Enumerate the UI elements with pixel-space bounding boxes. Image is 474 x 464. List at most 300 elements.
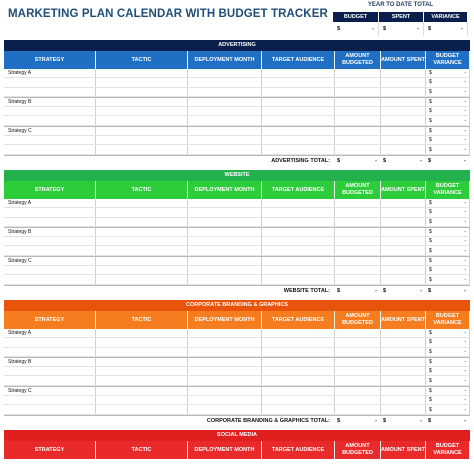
col-amount-spent-header: AMOUNT SPENT <box>381 311 426 329</box>
target-audience-cell[interactable] <box>262 107 335 115</box>
tactic-cell[interactable] <box>96 228 188 236</box>
section-total-label: WEBSITE TOTAL: <box>283 287 330 294</box>
target-audience-cell[interactable] <box>262 145 335 153</box>
tactic-cell[interactable] <box>96 78 188 86</box>
deployment-month-cell[interactable] <box>188 218 262 226</box>
amount-budgeted-cell[interactable] <box>335 199 381 207</box>
strategy-block <box>4 387 470 416</box>
tactic-cell[interactable] <box>96 88 188 96</box>
col-budget-variance-header: BUDGET VARIANCE <box>426 51 470 69</box>
table-row <box>4 246 470 255</box>
budget-variance-cell <box>426 199 470 207</box>
amount-budgeted-cell[interactable] <box>335 228 381 236</box>
amount-budgeted-cell[interactable] <box>335 376 381 384</box>
amount-spent-cell[interactable] <box>381 405 426 413</box>
currency-symbol: $ <box>429 108 432 115</box>
table-row <box>4 367 470 376</box>
deployment-month-cell[interactable] <box>188 348 262 356</box>
currency-symbol: $ <box>429 257 432 264</box>
table-row <box>4 266 470 275</box>
budget-variance-cell <box>426 208 470 216</box>
col-strategy-header: STRATEGY <box>4 51 96 69</box>
section-advertising <box>4 40 470 166</box>
amount-budgeted-cell[interactable] <box>335 387 381 395</box>
section-header: CORPORATE BRANDING & GRAPHICS <box>4 300 470 311</box>
strategy-cell[interactable] <box>4 358 96 366</box>
table-row <box>4 228 470 237</box>
section-total-row <box>4 416 470 426</box>
strategy-cell[interactable] <box>4 396 96 404</box>
target-audience-cell[interactable] <box>262 228 335 236</box>
amount-spent-cell[interactable] <box>381 136 426 144</box>
target-audience-cell[interactable] <box>262 98 335 106</box>
tactic-cell[interactable] <box>96 127 188 135</box>
variance-value: - <box>464 330 466 337</box>
ytd-label: YEAR TO DATE TOTAL <box>367 2 434 8</box>
tactic-cell[interactable] <box>96 199 188 207</box>
deployment-month-cell[interactable] <box>188 199 262 207</box>
tactic-cell[interactable] <box>96 405 188 413</box>
variance-value: - <box>464 229 466 236</box>
col-budget-variance-header: BUDGET VARIANCE <box>426 311 470 329</box>
variance-value: - <box>464 406 466 413</box>
target-audience-cell[interactable] <box>262 218 335 226</box>
variance-value: - <box>464 368 466 375</box>
amount-budgeted-cell[interactable] <box>335 329 381 337</box>
table-row <box>4 396 470 405</box>
target-audience-cell[interactable] <box>262 116 335 124</box>
amount-budgeted-cell[interactable] <box>335 396 381 404</box>
tactic-cell[interactable] <box>96 329 188 337</box>
variance-value: - <box>464 146 466 153</box>
section-total-row <box>4 286 470 296</box>
target-audience-cell[interactable] <box>262 237 335 245</box>
tactic-cell[interactable] <box>96 348 188 356</box>
total-budgeted-cell <box>334 418 380 424</box>
total-spent-cell <box>380 418 425 424</box>
strategy-cell[interactable] <box>4 275 96 283</box>
target-audience-cell[interactable] <box>262 387 335 395</box>
strategy-block <box>4 98 470 127</box>
ytd-header-row <box>333 12 468 22</box>
amount-spent-cell[interactable] <box>381 266 426 274</box>
section-header: ADVERTISING <box>4 40 470 51</box>
table-row <box>4 275 470 284</box>
amount-budgeted-cell[interactable] <box>335 127 381 135</box>
currency-symbol: $ <box>429 247 432 254</box>
currency-symbol: $ <box>428 417 432 424</box>
variance-value: - <box>464 209 466 216</box>
amount-budgeted-cell[interactable] <box>335 237 381 245</box>
amount-spent-cell[interactable] <box>381 396 426 404</box>
total-value: - <box>420 417 422 424</box>
amount-spent-cell[interactable] <box>381 116 426 124</box>
tactic-cell[interactable] <box>96 376 188 384</box>
amount-spent-cell[interactable] <box>381 127 426 135</box>
deployment-month-cell[interactable] <box>188 338 262 346</box>
amount-budgeted-cell[interactable] <box>335 69 381 77</box>
variance-value: - <box>464 238 466 245</box>
tactic-cell[interactable] <box>96 218 188 226</box>
currency-symbol: $ <box>428 157 432 164</box>
amount-budgeted-cell[interactable] <box>335 145 381 153</box>
amount-spent-cell[interactable] <box>381 329 426 337</box>
amount-budgeted-cell[interactable] <box>335 98 381 106</box>
strategy-label: Strategy A <box>8 70 32 77</box>
budget-variance-cell <box>426 257 470 265</box>
strategy-cell[interactable] <box>4 266 96 274</box>
currency-symbol: $ <box>429 377 432 384</box>
tactic-cell[interactable] <box>96 396 188 404</box>
strategy-label: Strategy A <box>8 330 32 337</box>
ytd-variance-cell[interactable]: $ - <box>424 22 468 36</box>
total-variance-cell <box>425 418 469 424</box>
budget-variance-cell <box>426 405 470 413</box>
amount-budgeted-cell[interactable] <box>335 257 381 265</box>
target-audience-cell[interactable] <box>262 246 335 254</box>
amount-spent-cell[interactable] <box>381 246 426 254</box>
col-amount-budgeted-header: AMOUNT BUDGETED <box>335 51 381 69</box>
table-row <box>4 136 470 145</box>
deployment-month-cell[interactable] <box>188 367 262 375</box>
budget-variance-cell <box>426 338 470 346</box>
deployment-month-cell[interactable] <box>188 329 262 337</box>
amount-budgeted-cell[interactable] <box>335 358 381 366</box>
currency-symbol: $ <box>429 339 432 346</box>
tactic-cell[interactable] <box>96 116 188 124</box>
strategy-cell[interactable] <box>4 78 96 86</box>
deployment-month-cell[interactable] <box>188 358 262 366</box>
deployment-month-cell[interactable] <box>188 98 262 106</box>
deployment-month-cell[interactable] <box>188 396 262 404</box>
currency-symbol: $ <box>429 359 432 366</box>
amount-budgeted-cell[interactable] <box>335 348 381 356</box>
budget-variance-cell <box>426 218 470 226</box>
amount-spent-cell[interactable] <box>381 145 426 153</box>
variance-value: - <box>464 218 466 225</box>
deployment-month-cell[interactable] <box>188 127 262 135</box>
tactic-cell[interactable] <box>96 367 188 375</box>
budget-variance-cell <box>426 329 470 337</box>
target-audience-cell[interactable] <box>262 266 335 274</box>
strategy-block <box>4 329 470 358</box>
amount-spent-cell[interactable] <box>381 98 426 106</box>
target-audience-cell[interactable] <box>262 88 335 96</box>
strategy-cell[interactable] <box>4 107 96 115</box>
variance-value: - <box>464 79 466 86</box>
ytd-spent-header: SPENT <box>379 12 424 22</box>
amount-spent-cell[interactable] <box>381 376 426 384</box>
budget-variance-cell <box>426 69 470 77</box>
tactic-cell[interactable] <box>96 145 188 153</box>
strategy-cell[interactable] <box>4 208 96 216</box>
section-corporate-branding <box>4 300 470 426</box>
ytd-budget-cell[interactable]: $ - <box>333 22 379 36</box>
total-budgeted-cell <box>334 288 380 294</box>
col-amount-budgeted-header: AMOUNT BUDGETED <box>335 181 381 199</box>
tactic-cell[interactable] <box>96 107 188 115</box>
deployment-month-cell[interactable] <box>188 107 262 115</box>
total-value: - <box>375 287 377 294</box>
deployment-month-cell[interactable] <box>188 246 262 254</box>
amount-spent-cell[interactable] <box>381 257 426 265</box>
col-audience-header: TARGET AUDIENCE <box>262 441 335 459</box>
target-audience-cell[interactable] <box>262 127 335 135</box>
budget-variance-cell <box>426 136 470 144</box>
deployment-month-cell[interactable] <box>188 228 262 236</box>
variance-value: - <box>464 127 466 134</box>
target-audience-cell[interactable] <box>262 208 335 216</box>
strategy-cell[interactable] <box>4 116 96 124</box>
amount-budgeted-cell[interactable] <box>335 208 381 216</box>
strategy-cell[interactable] <box>4 127 96 135</box>
budget-variance-cell <box>426 78 470 86</box>
target-audience-cell[interactable] <box>262 199 335 207</box>
section-total-label: ADVERTISING TOTAL: <box>271 157 330 164</box>
amount-spent-cell[interactable] <box>381 218 426 226</box>
strategy-label: Strategy C <box>8 387 32 394</box>
budget-variance-cell <box>426 387 470 395</box>
amount-spent-cell[interactable] <box>381 367 426 375</box>
budget-variance-cell <box>426 348 470 356</box>
strategy-cell[interactable] <box>4 367 96 375</box>
table-row <box>4 127 470 136</box>
col-tactic-header: TACTIC <box>96 51 188 69</box>
table-row <box>4 98 470 107</box>
deployment-month-cell[interactable] <box>188 266 262 274</box>
target-audience-cell[interactable] <box>262 338 335 346</box>
amount-spent-cell[interactable] <box>381 88 426 96</box>
amount-budgeted-cell[interactable] <box>335 116 381 124</box>
budget-variance-cell <box>426 116 470 124</box>
strategy-cell[interactable] <box>4 136 96 144</box>
target-audience-cell[interactable] <box>262 376 335 384</box>
target-audience-cell[interactable] <box>262 358 335 366</box>
amount-budgeted-cell[interactable] <box>335 88 381 96</box>
amount-budgeted-cell[interactable] <box>335 78 381 86</box>
strategy-cell[interactable] <box>4 376 96 384</box>
col-audience-header: TARGET AUDIENCE <box>262 51 335 69</box>
table-row <box>4 88 470 97</box>
strategy-cell[interactable] <box>4 145 96 153</box>
strategy-cell[interactable] <box>4 218 96 226</box>
target-audience-cell[interactable] <box>262 78 335 86</box>
amount-budgeted-cell[interactable] <box>335 136 381 144</box>
tactic-cell[interactable] <box>96 338 188 346</box>
currency-symbol: $ <box>337 157 341 164</box>
budget-variance-cell <box>426 246 470 254</box>
col-tactic-header: TACTIC <box>96 441 188 459</box>
currency-symbol: $ <box>429 368 432 375</box>
target-audience-cell[interactable] <box>262 275 335 283</box>
amount-spent-cell[interactable] <box>381 107 426 115</box>
amount-spent-cell[interactable] <box>381 358 426 366</box>
strategy-cell[interactable] <box>4 348 96 356</box>
amount-spent-cell[interactable] <box>381 387 426 395</box>
amount-spent-cell[interactable] <box>381 199 426 207</box>
target-audience-cell[interactable] <box>262 396 335 404</box>
amount-budgeted-cell[interactable] <box>335 367 381 375</box>
table-row <box>4 107 470 116</box>
currency-symbol: $ <box>429 200 432 207</box>
budget-variance-cell <box>426 237 470 245</box>
column-header-row <box>4 181 470 199</box>
table-row <box>4 199 470 208</box>
ytd-spent-cell[interactable]: $ - <box>379 22 424 36</box>
strategy-cell[interactable] <box>4 338 96 346</box>
tactic-cell[interactable] <box>96 275 188 283</box>
amount-spent-cell[interactable] <box>381 208 426 216</box>
amount-spent-cell[interactable] <box>381 275 426 283</box>
col-amount-budgeted-header: AMOUNT BUDGETED <box>335 441 381 459</box>
amount-budgeted-cell[interactable] <box>335 275 381 283</box>
col-audience-header: TARGET AUDIENCE <box>262 181 335 199</box>
tactic-cell[interactable] <box>96 358 188 366</box>
budget-variance-cell <box>426 396 470 404</box>
strategy-cell[interactable] <box>4 69 96 77</box>
deployment-month-cell[interactable] <box>188 88 262 96</box>
deployment-month-cell[interactable] <box>188 69 262 77</box>
tactic-cell[interactable] <box>96 208 188 216</box>
budget-variance-cell <box>426 145 470 153</box>
tactic-cell[interactable] <box>96 69 188 77</box>
strategy-cell[interactable] <box>4 405 96 413</box>
amount-spent-cell[interactable] <box>381 69 426 77</box>
deployment-month-cell[interactable] <box>188 376 262 384</box>
amount-spent-cell[interactable] <box>381 338 426 346</box>
deployment-month-cell[interactable] <box>188 136 262 144</box>
amount-spent-cell[interactable] <box>381 78 426 86</box>
budget-variance-cell <box>426 358 470 366</box>
deployment-month-cell[interactable] <box>188 145 262 153</box>
strategy-block <box>4 257 470 286</box>
table-row <box>4 376 470 385</box>
currency-symbol: $ <box>429 229 432 236</box>
target-audience-cell[interactable] <box>262 367 335 375</box>
currency-symbol: $ <box>429 397 432 404</box>
currency-symbol: $ <box>383 417 387 424</box>
total-value: - <box>420 287 422 294</box>
amount-spent-cell[interactable] <box>381 237 426 245</box>
budget-variance-cell <box>426 266 470 274</box>
variance-value: - <box>464 247 466 254</box>
strategy-block <box>4 69 470 98</box>
col-deployment-header: DEPLOYMENT MONTH <box>188 181 262 199</box>
target-audience-cell[interactable] <box>262 348 335 356</box>
strategy-cell[interactable] <box>4 387 96 395</box>
amount-budgeted-cell[interactable] <box>335 405 381 413</box>
deployment-month-cell[interactable] <box>188 257 262 265</box>
tactic-cell[interactable] <box>96 387 188 395</box>
target-audience-cell[interactable] <box>262 329 335 337</box>
ytd-variance-header: VARIANCE <box>424 12 468 22</box>
col-tactic-header: TACTIC <box>96 311 188 329</box>
amount-budgeted-cell[interactable] <box>335 266 381 274</box>
deployment-month-cell[interactable] <box>188 116 262 124</box>
deployment-month-cell[interactable] <box>188 208 262 216</box>
table-row <box>4 116 470 125</box>
strategy-cell[interactable] <box>4 98 96 106</box>
total-spent-cell <box>380 288 425 294</box>
amount-budgeted-cell[interactable] <box>335 107 381 115</box>
strategy-cell[interactable] <box>4 88 96 96</box>
strategy-label: Strategy C <box>8 127 32 134</box>
strategy-cell[interactable] <box>4 237 96 245</box>
total-value: - <box>420 157 422 164</box>
budget-variance-cell <box>426 127 470 135</box>
strategy-label: Strategy B <box>8 99 32 106</box>
strategy-block <box>4 127 470 156</box>
column-header-row <box>4 441 470 459</box>
target-audience-cell[interactable] <box>262 69 335 77</box>
column-header-row <box>4 51 470 69</box>
amount-budgeted-cell[interactable] <box>335 338 381 346</box>
amount-budgeted-cell[interactable] <box>335 218 381 226</box>
strategy-label: Strategy B <box>8 229 32 236</box>
tactic-cell[interactable] <box>96 136 188 144</box>
strategy-cell[interactable] <box>4 329 96 337</box>
table-row <box>4 218 470 227</box>
target-audience-cell[interactable] <box>262 257 335 265</box>
total-spent-cell <box>380 158 425 164</box>
currency-symbol: $ <box>429 387 432 394</box>
deployment-month-cell[interactable] <box>188 387 262 395</box>
total-value: - <box>464 417 466 424</box>
target-audience-cell[interactable] <box>262 405 335 413</box>
strategy-cell[interactable] <box>4 228 96 236</box>
currency-symbol: $ <box>429 99 432 106</box>
col-amount-spent-header: AMOUNT SPENT <box>381 181 426 199</box>
tactic-cell[interactable] <box>96 98 188 106</box>
amount-spent-cell[interactable] <box>381 348 426 356</box>
amount-spent-cell[interactable] <box>381 228 426 236</box>
currency-symbol: $ <box>429 146 432 153</box>
col-amount-spent-header: AMOUNT SPENT <box>381 51 426 69</box>
tactic-cell[interactable] <box>96 246 188 254</box>
strategy-cell[interactable] <box>4 257 96 265</box>
deployment-month-cell[interactable] <box>188 275 262 283</box>
amount-budgeted-cell[interactable] <box>335 246 381 254</box>
variance-value: - <box>464 339 466 346</box>
total-value: - <box>464 287 466 294</box>
currency-symbol: $ <box>429 117 432 124</box>
strategy-cell[interactable] <box>4 246 96 254</box>
table-row <box>4 237 470 246</box>
deployment-month-cell[interactable] <box>188 405 262 413</box>
variance-value: - <box>464 257 466 264</box>
col-deployment-header: DEPLOYMENT MONTH <box>188 441 262 459</box>
tactic-cell[interactable] <box>96 257 188 265</box>
currency-symbol: $ <box>429 209 432 216</box>
table-row <box>4 78 470 87</box>
deployment-month-cell[interactable] <box>188 78 262 86</box>
deployment-month-cell[interactable] <box>188 237 262 245</box>
table-row <box>4 405 470 414</box>
strategy-cell[interactable] <box>4 199 96 207</box>
currency-symbol: $ <box>429 406 432 413</box>
currency-symbol: $ <box>429 137 432 144</box>
tactic-cell[interactable] <box>96 266 188 274</box>
target-audience-cell[interactable] <box>262 136 335 144</box>
variance-value: - <box>464 200 466 207</box>
tactic-cell[interactable] <box>96 237 188 245</box>
table-row <box>4 338 470 347</box>
col-deployment-header: DEPLOYMENT MONTH <box>188 51 262 69</box>
variance-value: - <box>464 359 466 366</box>
strategy-label: Strategy C <box>8 257 32 264</box>
total-variance-cell <box>425 288 469 294</box>
variance-value: - <box>464 99 466 106</box>
